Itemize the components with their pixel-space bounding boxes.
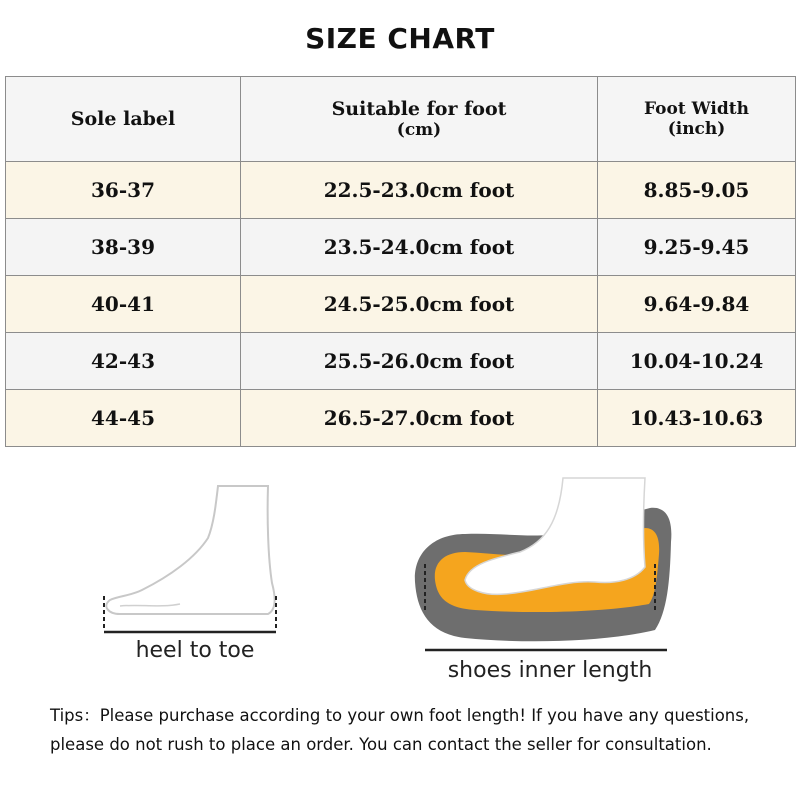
table-row <box>6 219 796 276</box>
cell-width: 10.43-10.63 <box>598 390 796 447</box>
shoe-cross-section-illustration <box>405 472 690 667</box>
header-foot-width-unit: (inch) <box>667 119 726 139</box>
cell-foot: 25.5-26.0cm foot <box>241 333 598 390</box>
foot-outline-illustration <box>90 478 300 638</box>
cell-foot: 24.5-25.0cm foot <box>241 276 598 333</box>
shoe-caption: shoes inner length <box>447 658 653 683</box>
header-foot-width-line1: Foot Width <box>644 99 749 119</box>
cell-width: 8.85-9.05 <box>598 162 796 219</box>
table-row <box>6 333 796 390</box>
header-foot-length-unit: (cm) <box>396 120 442 140</box>
cell-sole: 38-39 <box>6 219 241 276</box>
page-title: SIZE CHART <box>305 22 495 55</box>
header-foot-width <box>598 77 796 162</box>
cell-sole: 40-41 <box>6 276 241 333</box>
cell-foot: 22.5-23.0cm foot <box>241 162 598 219</box>
table-row <box>6 276 796 333</box>
header-foot-length-line1: Suitable for foot <box>331 98 507 120</box>
header-foot-length <box>241 77 598 162</box>
cell-sole: 36-37 <box>6 162 241 219</box>
foot-caption: heel to toe <box>135 638 255 663</box>
cell-width: 9.25-9.45 <box>598 219 796 276</box>
cell-sole: 44-45 <box>6 390 241 447</box>
size-table <box>5 76 796 447</box>
tips-text: Tips：Please purchase according to your own foot length! If you have any questions, please do not rush to place an order. You can contact the seller for consultation. <box>50 706 750 754</box>
foot-shape <box>106 486 274 614</box>
cell-width: 10.04-10.24 <box>598 333 796 390</box>
cell-width: 9.64-9.84 <box>598 276 796 333</box>
header-sole-label: Sole label <box>6 77 241 162</box>
table-row <box>6 390 796 447</box>
table-row <box>6 162 796 219</box>
cell-foot: 26.5-27.0cm foot <box>241 390 598 447</box>
cell-foot: 23.5-24.0cm foot <box>241 219 598 276</box>
cell-sole: 42-43 <box>6 333 241 390</box>
table-header-row <box>6 77 796 162</box>
